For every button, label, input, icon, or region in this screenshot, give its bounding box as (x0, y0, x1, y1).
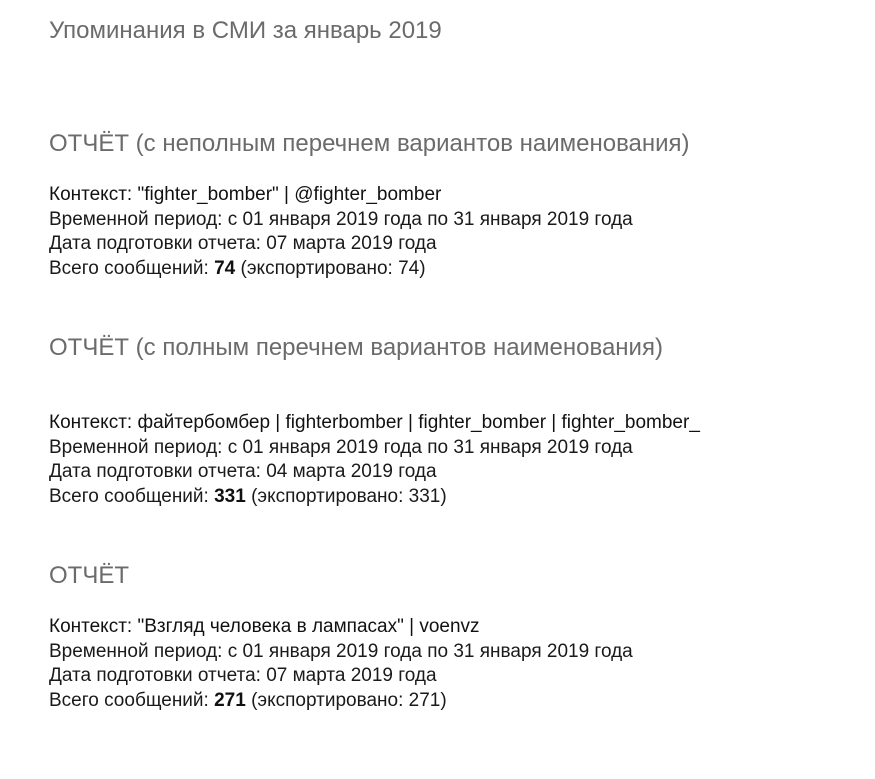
report-1-details (49, 183, 633, 281)
report-2-prepared-date: Дата подготовки отчета: 04 марта 2019 года (49, 461, 437, 482)
report-2-details (49, 411, 700, 509)
report-2-context (49, 411, 700, 436)
report-2-heading: ОТЧЁТ (с полным перечнем вариантов наименования) (49, 334, 663, 361)
report-3-details (49, 615, 633, 713)
total-label: Всего сообщений: (49, 689, 209, 711)
context-value: "fighter_bomber" | @fighter_bomber (137, 184, 442, 205)
total-value: 331 (214, 485, 246, 507)
total-value: 271 (214, 689, 246, 711)
report-1-prepared-date: Дата подготовки отчета: 07 марта 2019 года (49, 233, 437, 254)
report-3-prepared-date: Дата подготовки отчета: 07 марта 2019 года (49, 665, 437, 686)
context-value: "Взгляд человека в лампасах" | voenvz (137, 616, 480, 637)
report-3-total (49, 689, 633, 714)
context-label: Контекст: (49, 616, 133, 637)
report-1-total (49, 257, 633, 282)
report-2-period: Временной период: с 01 января 2019 года по 31 января 2019 года (49, 436, 633, 458)
exported-count: (экспортировано: 331) (251, 485, 447, 507)
report-1-heading: ОТЧЁТ (с неполным перечнем вариантов наименования) (49, 130, 690, 157)
document-title: Упоминания в СМИ за январь 2019 (49, 17, 442, 44)
total-label: Всего сообщений: (49, 257, 209, 279)
report-1-context (49, 183, 633, 208)
context-value: файтербомбер | fighterbomber | fighter_bomber | fighter_bomber_ (137, 412, 700, 433)
document-page (49, 0, 875, 779)
total-value: 74 (214, 257, 236, 279)
total-label: Всего сообщений: (49, 485, 209, 507)
report-1-period: Временной период: с 01 января 2019 года по 31 января 2019 года (49, 208, 633, 230)
report-3-heading: ОТЧЁТ (49, 562, 130, 589)
report-3-period: Временной период: с 01 января 2019 года по 31 января 2019 года (49, 640, 633, 662)
report-3-context (49, 615, 633, 640)
report-2-total (49, 485, 700, 510)
context-label: Контекст: (49, 184, 133, 205)
exported-count: (экспортировано: 74) (240, 257, 426, 279)
exported-count: (экспортировано: 271) (251, 689, 447, 711)
context-label: Контекст: (49, 412, 133, 433)
